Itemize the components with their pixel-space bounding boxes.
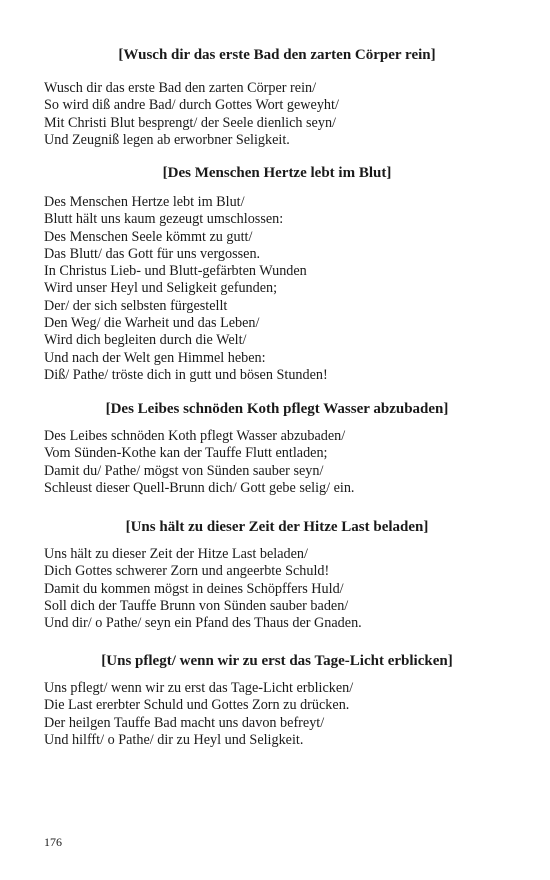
poem-line: Die Last ererbter Schuld und Gottes Zorn zu drücken. <box>44 697 350 714</box>
poem-line: Soll dich der Tauffe Brunn von Sünden sauber baden/ <box>44 597 349 614</box>
poem-lines <box>44 546 510 632</box>
poem-section-2 <box>44 164 510 384</box>
poem-line: Damit du kommen mögst in deines Schöpffers Huld/ <box>44 580 344 597</box>
poem-lines <box>44 80 510 149</box>
section-heading: [Wusch dir das erste Bad den zarten Cörper rein] <box>118 47 436 63</box>
poem-lines <box>44 680 510 749</box>
poem-line: Der/ der sich selbsten fürgestellt <box>44 297 228 314</box>
poem-line: Und dir/ o Pathe/ seyn ein Pfand des Thaus der Gnaden. <box>44 615 362 632</box>
poem-line: Des Menschen Seele kömmt zu gutt/ <box>44 228 253 245</box>
poem-line: Wusch dir das erste Bad den zarten Cörper rein/ <box>44 80 317 96</box>
poem-lines <box>44 194 510 384</box>
poem-line: Wird dich begleiten durch die Welt/ <box>44 332 247 349</box>
poem-line: Vom Sünden-Kothe kan der Tauffe Flutt entladen; <box>44 445 328 462</box>
poem-line: Schleust dieser Quell-Brunn dich/ Gott gebe selig/ ein. <box>44 479 355 496</box>
poem-section-1 <box>44 46 510 149</box>
section-heading: [Uns hält zu dieser Zeit der Hitze Last beladen] <box>125 519 429 535</box>
poem-line: Und Zeugniß legen ab erworbner Seligkeit. <box>44 131 290 148</box>
section-heading: [Des Leibes schnöden Koth pflegt Wasser abzubaden] <box>105 401 449 417</box>
poem-line: Wird unser Heyl und Seligkeit gefunden; <box>44 280 278 297</box>
page-number: 176 <box>44 835 62 849</box>
poem-section-3 <box>44 400 510 497</box>
poem-line: Blutt hält uns kaum gezeugt umschlossen: <box>44 211 284 228</box>
poem-line: In Christus Lieb- und Blutt-gefärbten Wunden <box>44 263 307 280</box>
section-heading: [Des Menschen Hertze lebt im Blut] <box>162 165 392 181</box>
poem-line: Des Menschen Hertze lebt im Blut/ <box>44 194 245 210</box>
poem-line: Diß/ Pathe/ tröste dich in gutt und bösen Stunden! <box>44 366 328 383</box>
poem-line: Der heilgen Tauffe Bad macht uns davon befreyt/ <box>44 714 325 731</box>
poem-line: Uns pflegt/ wenn wir zu erst das Tage-Licht erblicken/ <box>44 680 354 696</box>
poem-line: Mit Christi Blut besprengt/ der Seele dienlich seyn/ <box>44 114 336 131</box>
poem-line: Das Blutt/ das Gott für uns vergossen. <box>44 245 261 262</box>
poem-line: Dich Gottes schwerer Zorn und angeerbte Schuld! <box>44 563 330 580</box>
poem-section-4 <box>44 518 510 632</box>
poem-line: Den Weg/ die Warheit und das Leben/ <box>44 315 260 332</box>
poem-section-5 <box>44 652 510 749</box>
poem-line: So wird diß andre Bad/ durch Gottes Wort geweyht/ <box>44 97 339 114</box>
poem-line: Damit du/ Pathe/ mögst von Sünden sauber seyn/ <box>44 462 324 479</box>
section-heading: [Uns pflegt/ wenn wir zu erst das Tage-Licht erblicken] <box>101 653 453 669</box>
poem-line: Und nach der Welt gen Himmel heben: <box>44 349 266 366</box>
poem-line: Des Leibes schnöden Koth pflegt Wasser abzubaden/ <box>44 428 346 444</box>
poem-lines <box>44 428 510 497</box>
poem-line: Und hilfft/ o Pathe/ dir zu Heyl und Seligkeit. <box>44 731 304 748</box>
poem-line: Uns hält zu dieser Zeit der Hitze Last beladen/ <box>44 546 308 562</box>
